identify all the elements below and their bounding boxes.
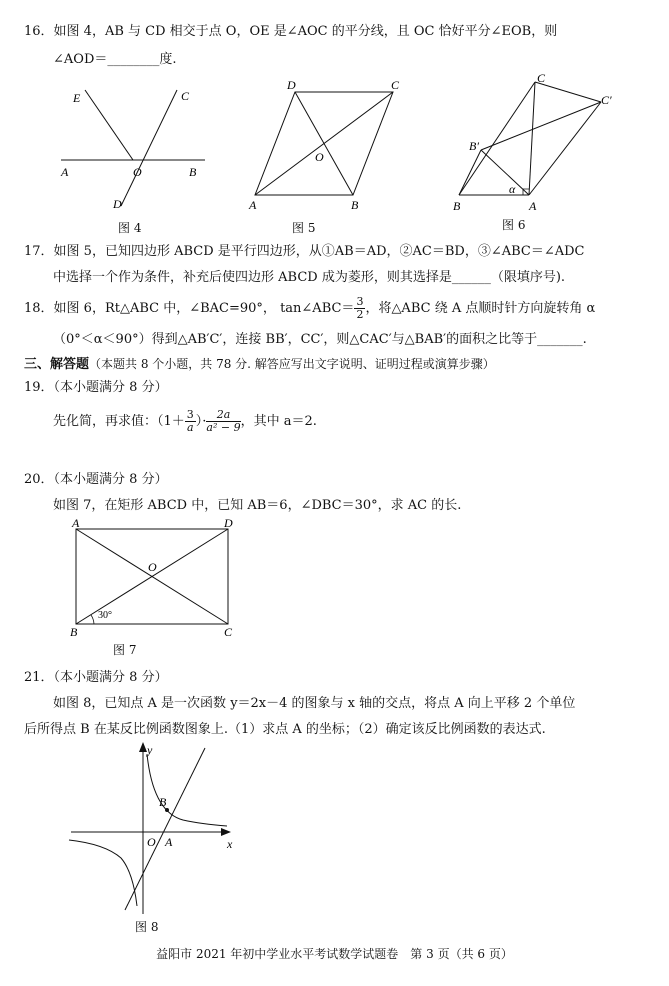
q18-line1 xyxy=(24,294,595,324)
fig4-label-B: B xyxy=(189,165,197,179)
q19-fraction-1 xyxy=(185,409,196,434)
q21-line2: 后所得点 B 在某反比例函数图象上.（1）求点 A 的坐标；（2）确定该反比例函数的表达式. xyxy=(24,722,546,737)
q18-frac-den: 2 xyxy=(356,308,364,321)
fig8-caption: 图 8 xyxy=(135,920,159,934)
fig8-label-x: x xyxy=(227,837,233,851)
section3-heading xyxy=(24,354,495,375)
q18-fraction xyxy=(354,296,365,321)
q16-line2: ∠AOD＝________度. xyxy=(53,52,177,67)
q18-line1b: ，将△ABC 绕 A 点顺时针方向旋转角 α xyxy=(365,301,596,316)
q19-expression xyxy=(53,405,317,439)
fig7-caption: 图 7 xyxy=(113,643,137,657)
fig6-label-A: A xyxy=(529,199,537,213)
fig5-label-B: B xyxy=(351,198,359,212)
fig6-label-Cprime: C′ xyxy=(601,93,612,107)
figure-4 xyxy=(55,80,215,235)
fig6-caption: 图 6 xyxy=(502,218,526,232)
fig4-label-O: O xyxy=(133,165,142,179)
fig5-label-A: A xyxy=(249,198,257,212)
fig4-label-D: D xyxy=(113,197,122,211)
q19-suffix: ，其中 a＝2. xyxy=(240,414,317,429)
fig8-label-O: O xyxy=(147,835,156,849)
q18-line2: （0°＜α＜90°）得到△AB′C′，连接 BB′，CC′，则△CAC′与△BAB′的面积之比等于_______. xyxy=(53,332,587,347)
fig4-label-A: A xyxy=(61,165,69,179)
section3-title: 三、解答题 xyxy=(24,357,90,372)
figure-6 xyxy=(445,70,625,215)
fig4-label-C: C xyxy=(181,89,190,103)
fig5-label-C: C xyxy=(391,78,400,92)
fig7-label-C: C xyxy=(224,625,233,638)
q17-line2: 中选择一个作为条件，补充后使四边形 ABCD 成为菱形，则其选择是______（限填序号). xyxy=(53,270,566,285)
q19-f2-den: a² − 9 xyxy=(206,421,241,434)
fig7-label-A: A xyxy=(72,516,80,530)
figure-7 xyxy=(60,516,250,638)
fig7-label-D: D xyxy=(224,516,233,530)
q21-head: 21．（本小题满分 8 分） xyxy=(24,670,168,685)
figure-5 xyxy=(245,75,405,215)
section3-note: （本题共 8 个小题，共 78 分. 解答应写出文字说明、证明过程或演算步骤） xyxy=(89,357,495,371)
fig5-label-O: O xyxy=(315,150,324,164)
q19-f1-num: 3 xyxy=(186,408,194,421)
fig7-label-O: O xyxy=(148,560,157,574)
fig6-label-B: B xyxy=(453,199,461,213)
fig6-label-C: C xyxy=(537,71,546,85)
fig7-label-B: B xyxy=(70,625,78,638)
q18-line1a: 18．如图 6，Rt△ABC 中，∠BAC=90°， tan∠ABC＝ xyxy=(24,301,355,316)
q20-head: 20．（本小题满分 8 分） xyxy=(24,472,168,487)
figure-8 xyxy=(65,740,250,920)
q16-line1: 16．如图 4，AB 与 CD 相交于点 O，OE 是∠AOC 的平分线，且 OC 恰好平分∠EOB，则 xyxy=(24,24,558,39)
fig7-angle-label: 30° xyxy=(98,610,112,621)
fig6-label-Bprime: B′ xyxy=(469,139,479,153)
q19-head: 19．（本小题满分 8 分） xyxy=(24,380,168,395)
q19-f2-num: 2a xyxy=(206,409,240,422)
fig8-label-y: y xyxy=(147,743,153,757)
fig4-label-E: E xyxy=(73,91,81,105)
fig5-label-D: D xyxy=(287,78,296,92)
fig5-caption: 图 5 xyxy=(292,221,316,235)
page-footer: 益阳市 2021 年初中学业水平考试数学试题卷 第 3 页（共 6 页） xyxy=(156,947,513,961)
fig8-label-B: B xyxy=(159,795,167,809)
q19-fraction-2 xyxy=(206,409,240,434)
fig4-caption: 图 4 xyxy=(118,221,142,235)
q19-mid: ）· xyxy=(195,414,207,429)
q17-line1: 17．如图 5，已知四边形 ABCD 是平行四边形，从①AB＝AD，②AC＝BD，③∠ABC＝∠ADC xyxy=(24,244,585,259)
q19-prefix: 先化简，再求值：（1＋ xyxy=(53,414,185,429)
fig6-label-alpha: α xyxy=(509,182,516,196)
q21-line1: 如图 8，已知点 A 是一次函数 y＝2x－4 的图象与 x 轴的交点，将点 A 向上平移 2 个单位 xyxy=(53,696,576,711)
q20-body: 如图 7，在矩形 ABCD 中，已知 AB＝6，∠DBC＝30°，求 AC 的长. xyxy=(53,498,462,513)
q19-f1-den: a xyxy=(187,421,194,434)
q18-frac-num: 3 xyxy=(356,295,364,308)
fig8-label-A: A xyxy=(165,835,173,849)
